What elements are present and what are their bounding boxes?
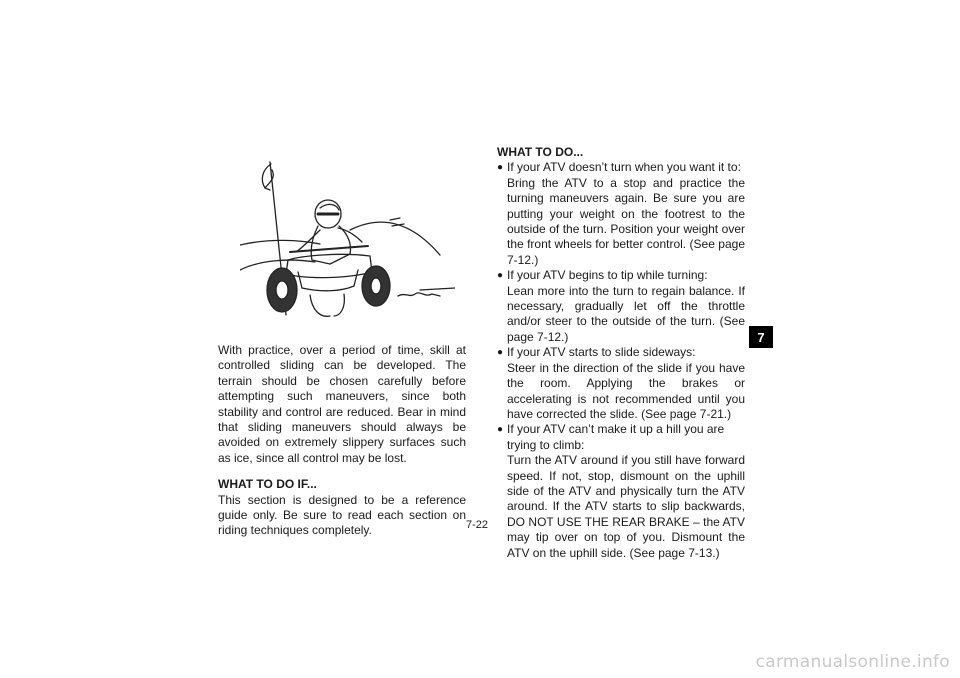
- atv-rider-illustration: [240, 160, 455, 335]
- bullet-icon: ●: [497, 270, 504, 282]
- intro-paragraph: With practice, over a period of time, skill at controlled sliding can be developed. The terrain should be chosen carefully before attempting such maneuvers, since both stability and control are reduced. Bear in mind that sliding maneuvers should always be avoided on extremely slippery surfaces such as ice, since all control may be lost.: [218, 343, 466, 465]
- left-column: [218, 343, 466, 539]
- item-action: Turn the ATV around if you still have forward speed. If not, stop, dismount on the uphill side of the ATV and physically turn the ATV around. If the ATV starts to slip backwards, DO NOT USE THE REAR BRAKE – the ATV may tip over on top of you. Dismount the ATV on the uphill side. (See page 7-13.): [507, 453, 745, 560]
- bullet-icon: ●: [497, 162, 504, 174]
- item-condition: If your ATV doesn’t turn when you want it to:: [507, 160, 741, 175]
- section-text: This section is designed to be a reference guide only. Be sure to read each section on riding techniques completely.: [218, 492, 466, 538]
- what-to-do-heading: WHAT TO DO...: [497, 145, 584, 159]
- section-heading: WHAT TO DO IF...: [218, 477, 317, 492]
- item-condition: If your ATV begins to tip while turning:: [507, 268, 708, 283]
- bullet-icon: ●: [497, 347, 504, 359]
- page-number: 7-22: [466, 519, 489, 531]
- item-action: Steer in the direction of the slide if you have the room. Applying the brakes or accelerating is not recommended until you have corrected the slide. (See page 7-21.): [507, 360, 745, 421]
- list-item: [497, 422, 745, 561]
- list-item: [497, 345, 745, 422]
- item-condition: If your ATV can’t make it up a hill you are trying to climb:: [507, 422, 725, 452]
- item-action: Bring the ATV to a stop and practice the turning maneuvers again. Be sure you are putting your weight on the footrest to the outside of the turn. Position your weight over the front wheels for better control. (See page 7-12.): [507, 175, 745, 267]
- list-item: [497, 160, 745, 268]
- right-column: [497, 145, 745, 561]
- bullet-icon: ●: [497, 424, 504, 436]
- list-item: [497, 268, 745, 345]
- item-condition: If your ATV starts to slide sideways:: [507, 345, 696, 360]
- item-action: Lean more into the turn to regain balance. If necessary, gradually let off the throttle and/or steer to the outside of the turn. (See page 7-12.): [507, 283, 745, 344]
- chapter-tab: 7: [749, 326, 773, 348]
- watermark: carmanualsonline.info: [755, 652, 950, 672]
